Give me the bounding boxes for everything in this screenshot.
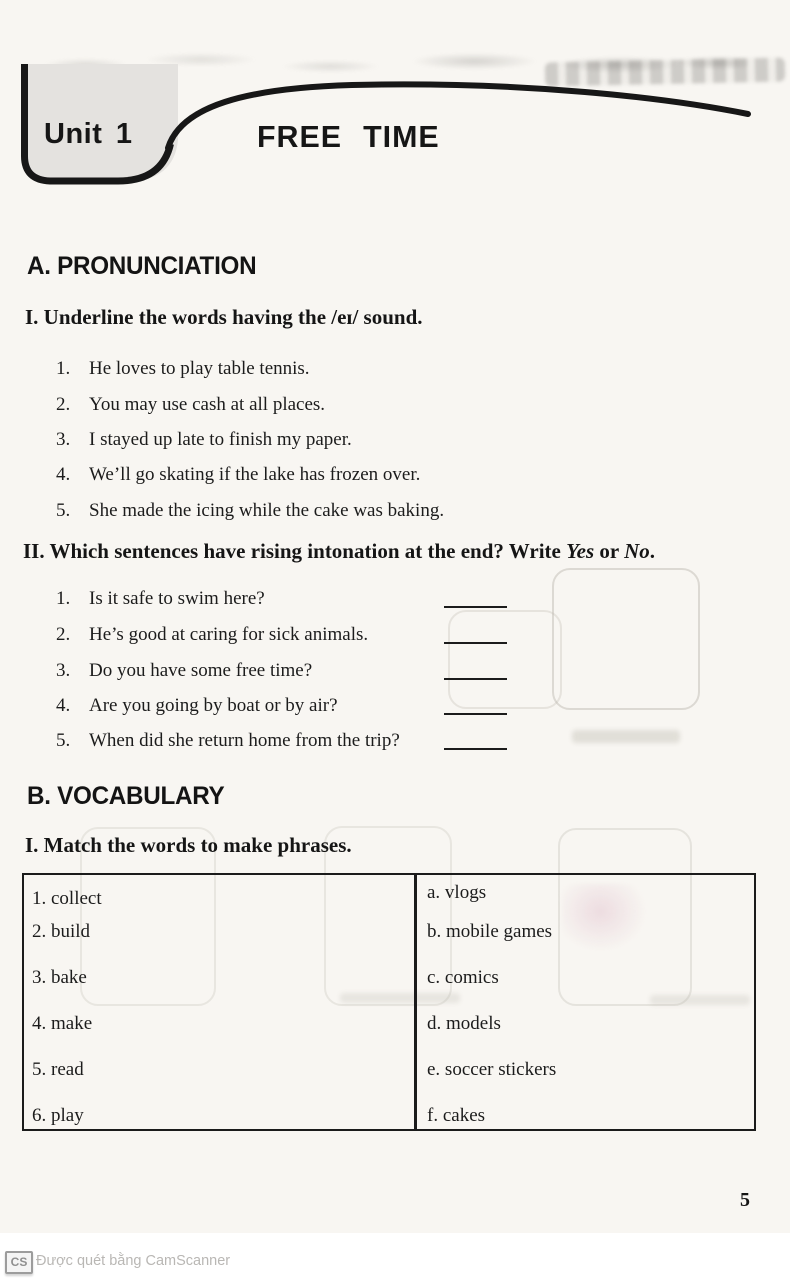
banner-swoosh <box>168 84 748 148</box>
table-cell: c. comics <box>427 967 499 988</box>
unit-label: Unit 1 <box>44 118 133 150</box>
item-number: 1. <box>56 358 71 379</box>
table-cell: 5. read <box>32 1059 84 1080</box>
list-item <box>56 429 352 451</box>
item-text: Do you have some free time? <box>89 660 313 681</box>
instruction-no-word: No <box>624 539 650 563</box>
bleedthrough-caption <box>572 730 680 743</box>
item-number: 4. <box>56 695 71 716</box>
list-item <box>56 660 312 682</box>
table-cell: b. mobile games <box>427 921 553 942</box>
item-number: 5. <box>56 730 71 751</box>
table-cell: 2. build <box>32 921 91 942</box>
list-item <box>56 358 310 380</box>
list-item <box>56 464 420 486</box>
item-text: You may use cash at all places. <box>89 394 326 415</box>
item-number: 5. <box>56 500 71 521</box>
page-number: 5 <box>740 1189 750 1211</box>
section-a-heading: A. PRONUNCIATION <box>27 252 257 280</box>
item-number: 2. <box>56 394 71 415</box>
instruction-text: . <box>649 539 655 563</box>
matching-table <box>22 873 756 1131</box>
item-number: 2. <box>56 624 71 645</box>
item-text: We’ll go skating if the lake has frozen over. <box>89 464 421 485</box>
bleedthrough-frame <box>552 568 700 710</box>
list-item <box>56 730 400 752</box>
exercise-a1-instruction: I. Underline the words having the /eɪ/ sound. <box>25 305 423 329</box>
list-item <box>56 588 265 610</box>
item-text: I stayed up late to finish my paper. <box>89 429 352 450</box>
section-b-heading: B. VOCABULARY <box>27 782 225 810</box>
item-number: 3. <box>56 429 71 450</box>
table-cell: 1. collect <box>32 888 102 909</box>
answer-blank <box>444 642 507 644</box>
instruction-text: II. Which sentences have rising intonation at the end? Write <box>23 539 567 563</box>
instruction-yes-word: Yes <box>566 539 595 563</box>
answer-blank <box>444 713 507 715</box>
item-text: Are you going by boat or by air? <box>89 695 338 716</box>
table-right-column <box>417 875 754 1129</box>
camscanner-icon: CS <box>5 1251 33 1274</box>
item-number: 4. <box>56 464 71 485</box>
list-item <box>56 500 444 522</box>
table-cell: a. vlogs <box>427 882 487 903</box>
unit-title: FREE TIME <box>257 119 440 154</box>
item-number: 1. <box>56 588 71 609</box>
item-text: She made the icing while the cake was baking. <box>89 500 445 521</box>
camscanner-footer <box>0 1233 790 1280</box>
item-text: Is it safe to swim here? <box>89 588 265 609</box>
table-cell: f. cakes <box>427 1105 486 1126</box>
table-cell: 4. make <box>32 1013 93 1034</box>
table-cell: 3. bake <box>32 967 87 988</box>
camscanner-text: Được quét bằng CamScanner <box>36 1253 231 1269</box>
item-text: When did she return home from the trip? <box>89 730 400 751</box>
list-item <box>56 394 325 416</box>
instruction-text: or <box>594 539 625 563</box>
item-text: He loves to play table tennis. <box>89 358 310 379</box>
list-item <box>56 695 338 717</box>
exercise-b1-instruction: I. Match the words to make phrases. <box>25 833 352 857</box>
answer-blank <box>444 678 507 680</box>
item-number: 3. <box>56 660 71 681</box>
answer-blank <box>444 606 507 608</box>
bleedthrough-frame <box>448 610 562 709</box>
table-left-column <box>24 875 414 1129</box>
table-cell: e. soccer stickers <box>427 1059 557 1080</box>
answer-blank <box>444 748 507 750</box>
exercise-a2-instruction <box>23 539 655 564</box>
item-text: He’s good at caring for sick animals. <box>89 624 369 645</box>
table-cell: 6. play <box>32 1105 84 1126</box>
table-cell: d. models <box>427 1013 501 1034</box>
list-item <box>56 624 368 646</box>
